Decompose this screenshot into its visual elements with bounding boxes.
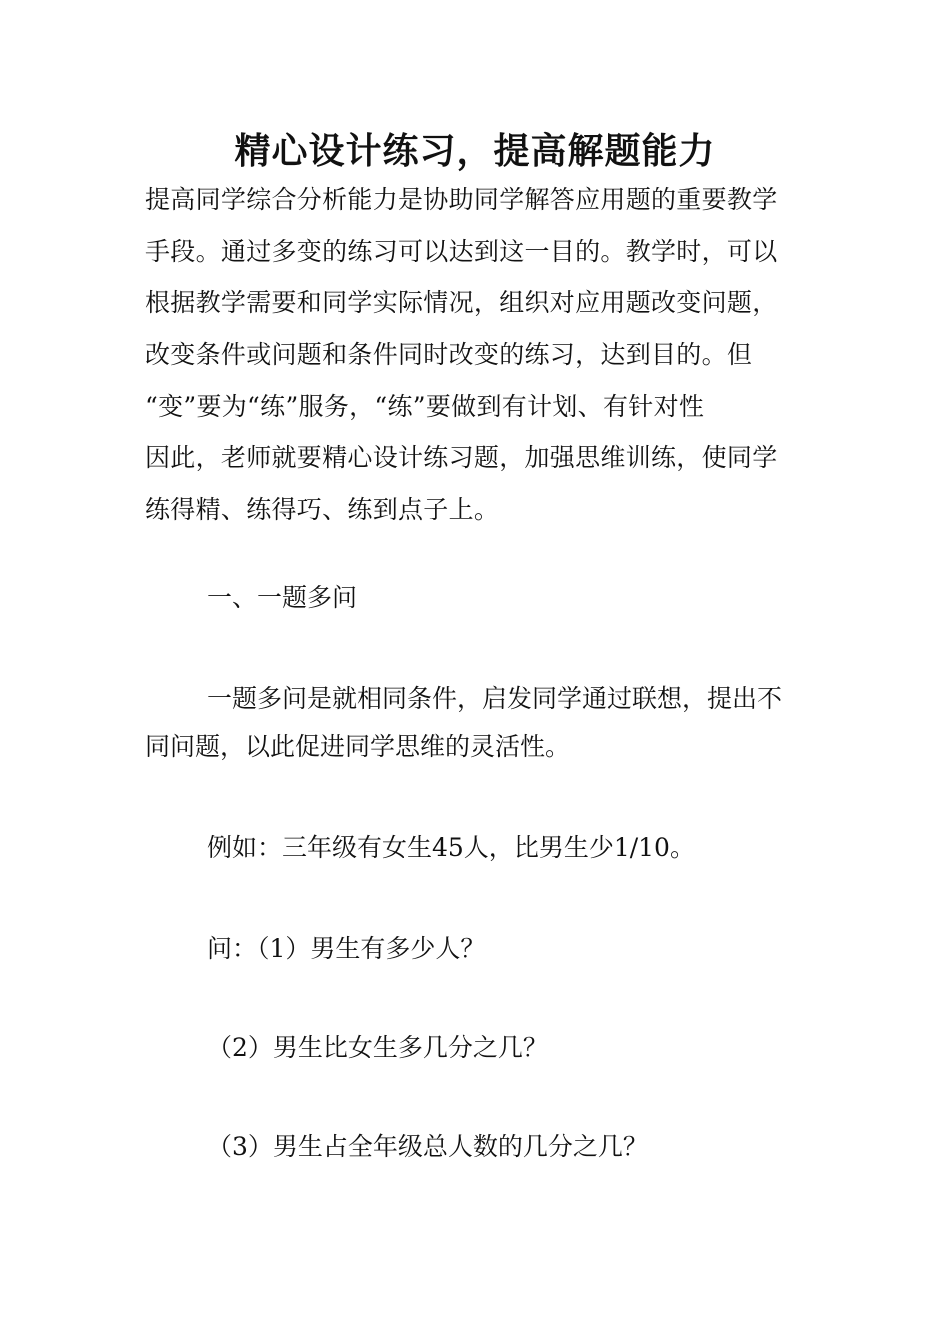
section-heading: 一、一题多问 <box>207 583 358 612</box>
section-paragraph-line: 同问题，以此促进同学思维的灵活性。 <box>145 732 571 761</box>
intro-line: “变”要为“练”服务，“练”要做到有计划、有针对性 <box>145 391 705 421</box>
intro-line: 提高同学综合分析能力是协助同学解答应用题的重要教学 <box>145 185 778 214</box>
document-title: 精心设计练习，提高解题能力 <box>234 131 716 172</box>
intro-line: 根据教学需要和同学实际情况，组织对应用题改变问题， <box>145 288 778 318</box>
intro-line: 因此，老师就要精心设计练习题，加强思维训练，使同学 <box>145 443 778 473</box>
intro-line: 改变条件或问题和条件同时改变的练习，达到目的。但 <box>145 340 753 370</box>
question-1: 问：（1）男生有多少人？ <box>207 934 486 963</box>
intro-line: 手段。通过多变的练习可以达到这一目的。教学时，可以 <box>145 236 778 266</box>
intro-paragraph <box>145 178 807 540</box>
intro-line: 练得精、练得巧、练到点子上。 <box>145 495 500 525</box>
question-3: （3）男生占全年级总人数的几分之几？ <box>207 1132 648 1161</box>
question-2: （2）男生比女生多几分之几？ <box>207 1033 548 1062</box>
example-text: 例如：三年级有女生45人，比男生少1/10。 <box>207 833 695 862</box>
section-paragraph-line: 一题多问是就相同条件，启发同学通过联想，提出不 <box>207 684 783 713</box>
